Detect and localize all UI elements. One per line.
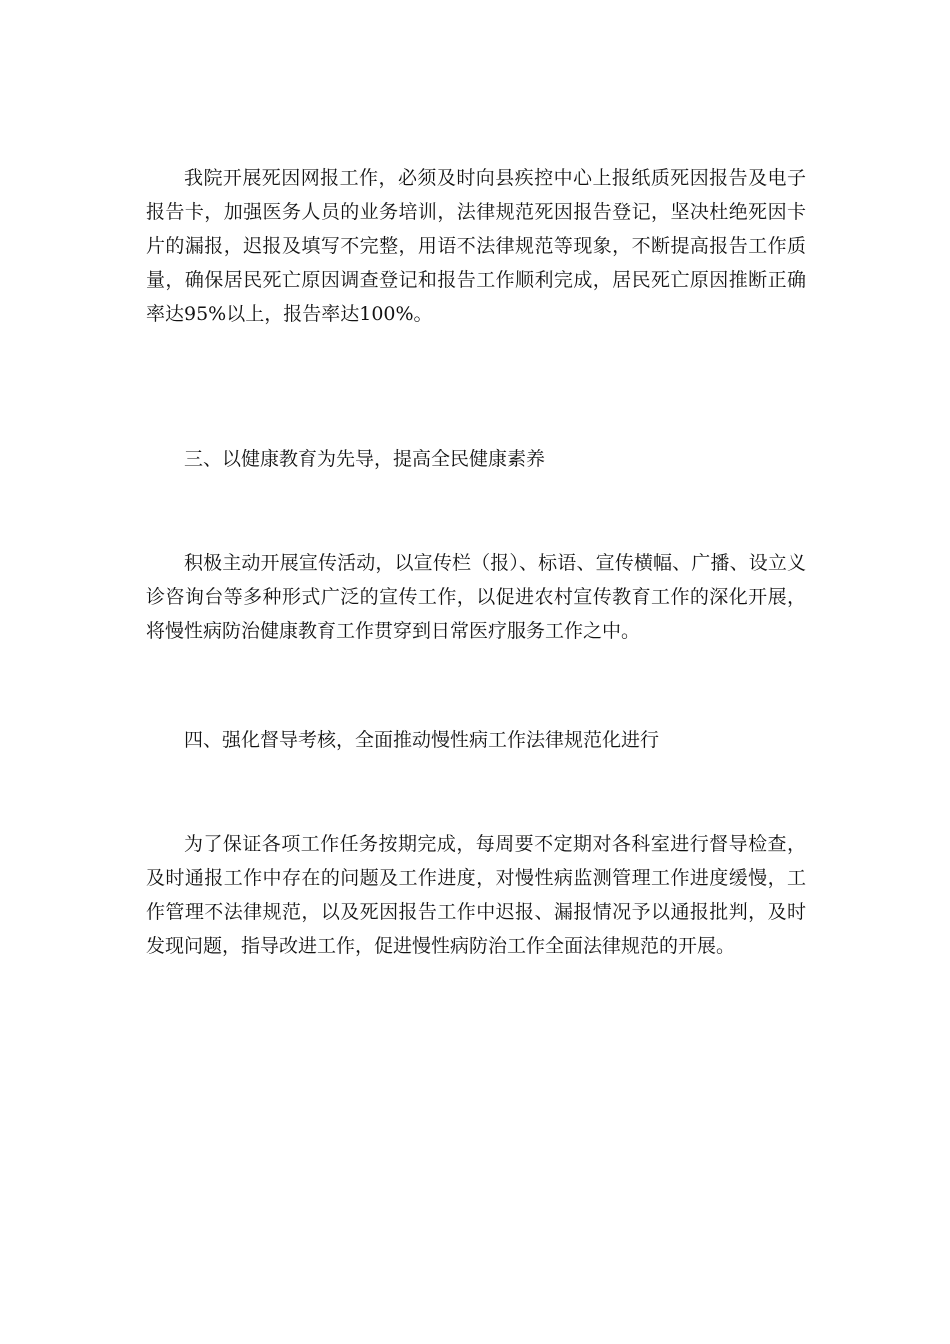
paragraph-health-education: 积极主动开展宣传活动，以宣传栏（报）、标语、宣传横幅、广播、设立义诊咨询台等多种形式广泛的宣传工作，以促进农村宣传教育工作的深化开展，将慢性病防治健康教育工作贯穿到日常医疗服务工作之中。 [146, 552, 806, 642]
section-heading-health-education: 三、以健康教育为先导，提高全民健康素养 [184, 448, 546, 470]
paragraph-death-cause-reporting: 我院开展死因网报工作，必须及时向县疾控中心上报纸质死因报告及电子报告卡，加强医务人员的业务培训，法律规范死因报告登记，坚决杜绝死因卡片的漏报，迟报及填写不完整，用语不法律规范等现象，不断提高报告工作质量，确保居民死亡原因调查登记和报告工作顺利完成，居民死亡原因推断正确率达95%以上，报告率达100%。 [146, 167, 806, 325]
paragraph-supervision: 为了保证各项工作任务按期完成，每周要不定期对各科室进行督导检查，及时通报工作中存在的问题及工作进度，对慢性病监测管理工作进度缓慢，工作管理不法律规范，以及死因报告工作中迟报、漏报情况予以通报批判，及时发现问题，指导改进工作，促进慢性病防治工作全面法律规范的开展。 [146, 833, 806, 957]
section-heading-supervision: 四、强化督导考核，全面推动慢性病工作法律规范化进行 [184, 729, 660, 751]
